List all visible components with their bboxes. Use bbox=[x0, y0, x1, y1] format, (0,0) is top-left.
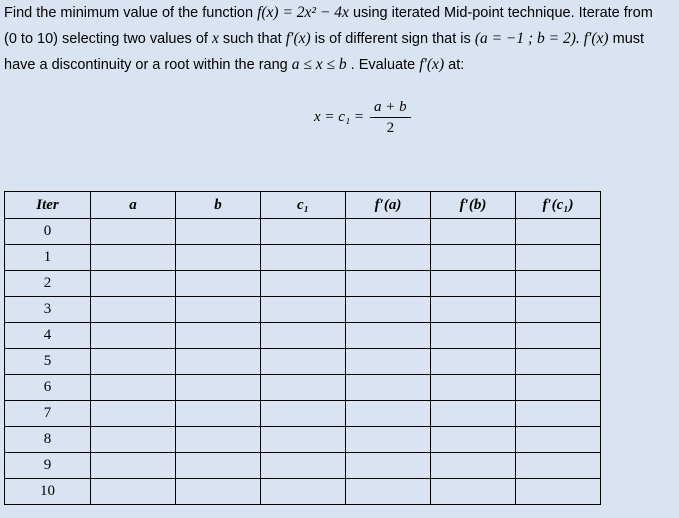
empty-answer-cell[interactable] bbox=[346, 349, 431, 375]
problem-statement bbox=[4, 0, 676, 78]
empty-answer-cell[interactable] bbox=[431, 349, 516, 375]
empty-answer-cell[interactable] bbox=[261, 323, 346, 349]
empty-answer-cell[interactable] bbox=[261, 219, 346, 245]
empty-answer-cell[interactable] bbox=[431, 453, 516, 479]
header-b: b bbox=[176, 192, 261, 219]
table-row bbox=[5, 297, 601, 323]
empty-answer-cell[interactable] bbox=[91, 271, 176, 297]
empty-answer-cell[interactable] bbox=[516, 323, 601, 349]
iter-number-cell: 10 bbox=[5, 479, 91, 505]
empty-answer-cell[interactable] bbox=[346, 453, 431, 479]
iter-number-cell: 1 bbox=[5, 245, 91, 271]
iter-number-cell: 0 bbox=[5, 219, 91, 245]
formula-numerator: a + b bbox=[370, 98, 411, 118]
empty-answer-cell[interactable] bbox=[431, 271, 516, 297]
empty-answer-cell[interactable] bbox=[516, 297, 601, 323]
empty-answer-cell[interactable] bbox=[91, 245, 176, 271]
iter-number-cell: 4 bbox=[5, 323, 91, 349]
empty-answer-cell[interactable] bbox=[91, 453, 176, 479]
table-row bbox=[5, 427, 601, 453]
problem-line-2: (0 to 10) selecting two values of x such that f′(x) is of different sign that is (a = −1 ; b = 2). f′(x) must bbox=[4, 30, 645, 47]
header-iter: Iter bbox=[5, 192, 91, 219]
empty-answer-cell[interactable] bbox=[516, 401, 601, 427]
iter-number-cell: 2 bbox=[5, 271, 91, 297]
interval-range: a ≤ x ≤ b bbox=[291, 56, 347, 73]
empty-answer-cell[interactable] bbox=[516, 479, 601, 505]
formula-denominator: 2 bbox=[386, 120, 395, 136]
table-row bbox=[5, 453, 601, 479]
empty-answer-cell[interactable] bbox=[176, 453, 261, 479]
table-row bbox=[5, 219, 601, 245]
empty-answer-cell[interactable] bbox=[176, 375, 261, 401]
header-c1: c₁ bbox=[261, 192, 346, 219]
table-row bbox=[5, 349, 601, 375]
iter-number-cell: 7 bbox=[5, 401, 91, 427]
header-fpa: f′(a) bbox=[346, 192, 431, 219]
empty-answer-cell[interactable] bbox=[516, 349, 601, 375]
empty-answer-cell[interactable] bbox=[261, 401, 346, 427]
empty-answer-cell[interactable] bbox=[431, 479, 516, 505]
empty-answer-cell[interactable] bbox=[516, 219, 601, 245]
iter-number-cell: 3 bbox=[5, 297, 91, 323]
empty-answer-cell[interactable] bbox=[176, 479, 261, 505]
empty-answer-cell[interactable] bbox=[431, 401, 516, 427]
empty-answer-cell[interactable] bbox=[261, 349, 346, 375]
empty-answer-cell[interactable] bbox=[261, 427, 346, 453]
empty-answer-cell[interactable] bbox=[346, 375, 431, 401]
empty-answer-cell[interactable] bbox=[516, 271, 601, 297]
iteration-table bbox=[4, 191, 601, 505]
empty-answer-cell[interactable] bbox=[176, 219, 261, 245]
header-fpb: f′(b) bbox=[431, 192, 516, 219]
empty-answer-cell[interactable] bbox=[431, 323, 516, 349]
empty-answer-cell[interactable] bbox=[91, 479, 176, 505]
empty-answer-cell[interactable] bbox=[261, 245, 346, 271]
empty-answer-cell[interactable] bbox=[261, 453, 346, 479]
empty-answer-cell[interactable] bbox=[431, 245, 516, 271]
empty-answer-cell[interactable] bbox=[346, 245, 431, 271]
empty-answer-cell[interactable] bbox=[346, 479, 431, 505]
empty-answer-cell[interactable] bbox=[516, 375, 601, 401]
table-header-row bbox=[5, 192, 601, 219]
iter-number-cell: 6 bbox=[5, 375, 91, 401]
empty-answer-cell[interactable] bbox=[516, 245, 601, 271]
empty-answer-cell[interactable] bbox=[176, 297, 261, 323]
iter-number-cell: 5 bbox=[5, 349, 91, 375]
empty-answer-cell[interactable] bbox=[261, 297, 346, 323]
formula-lhs: x = c₁ = bbox=[314, 109, 365, 125]
empty-answer-cell[interactable] bbox=[431, 219, 516, 245]
empty-answer-cell[interactable] bbox=[176, 401, 261, 427]
empty-answer-cell[interactable] bbox=[346, 219, 431, 245]
empty-answer-cell[interactable] bbox=[431, 375, 516, 401]
empty-answer-cell[interactable] bbox=[176, 349, 261, 375]
interval-endpoints: (a = −1 ; b = 2). bbox=[474, 30, 580, 47]
empty-answer-cell[interactable] bbox=[91, 219, 176, 245]
empty-answer-cell[interactable] bbox=[346, 271, 431, 297]
empty-answer-cell[interactable] bbox=[91, 297, 176, 323]
problem-line-1: Find the minimum value of the function f(x) = 2x² − 4x using iterated Mid-point technique. Iterate from bbox=[4, 4, 653, 21]
midpoint-formula bbox=[314, 98, 411, 137]
empty-answer-cell[interactable] bbox=[91, 323, 176, 349]
empty-answer-cell[interactable] bbox=[91, 375, 176, 401]
function-definition: f(x) = 2x² − 4x bbox=[257, 4, 349, 21]
empty-answer-cell[interactable] bbox=[176, 271, 261, 297]
table-row bbox=[5, 271, 601, 297]
table-row bbox=[5, 479, 601, 505]
empty-answer-cell[interactable] bbox=[516, 427, 601, 453]
iter-number-cell: 9 bbox=[5, 453, 91, 479]
formula-fraction bbox=[370, 98, 411, 137]
empty-answer-cell[interactable] bbox=[176, 427, 261, 453]
empty-answer-cell[interactable] bbox=[261, 271, 346, 297]
empty-answer-cell[interactable] bbox=[346, 323, 431, 349]
empty-answer-cell[interactable] bbox=[91, 427, 176, 453]
problem-line-3: have a discontinuity or a root within the rang a ≤ x ≤ b . Evaluate f′(x) at: bbox=[4, 56, 465, 73]
empty-answer-cell[interactable] bbox=[91, 349, 176, 375]
empty-answer-cell[interactable] bbox=[346, 401, 431, 427]
table-row bbox=[5, 323, 601, 349]
header-a: a bbox=[91, 192, 176, 219]
table-row bbox=[5, 401, 601, 427]
empty-answer-cell[interactable] bbox=[431, 297, 516, 323]
empty-answer-cell[interactable] bbox=[261, 375, 346, 401]
iter-number-cell: 8 bbox=[5, 427, 91, 453]
empty-answer-cell[interactable] bbox=[176, 323, 261, 349]
empty-answer-cell[interactable] bbox=[346, 297, 431, 323]
empty-answer-cell[interactable] bbox=[431, 427, 516, 453]
table-row bbox=[5, 245, 601, 271]
table-row bbox=[5, 375, 601, 401]
empty-answer-cell[interactable] bbox=[176, 245, 261, 271]
header-fpc1: f′(c₁) bbox=[516, 192, 601, 219]
empty-answer-cell[interactable] bbox=[261, 479, 346, 505]
empty-answer-cell[interactable] bbox=[346, 427, 431, 453]
empty-answer-cell[interactable] bbox=[91, 401, 176, 427]
empty-answer-cell[interactable] bbox=[516, 453, 601, 479]
